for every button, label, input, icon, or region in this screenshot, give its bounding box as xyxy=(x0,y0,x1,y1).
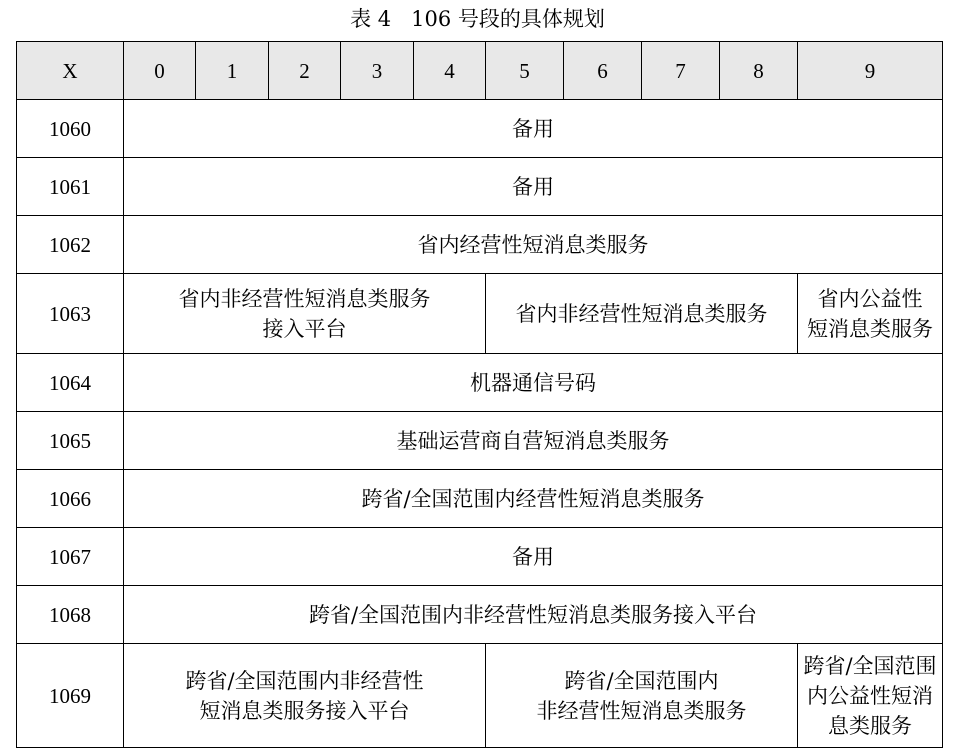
table-row xyxy=(17,100,943,158)
allocation-line: 短消息类服务 xyxy=(807,316,933,341)
allocation-line: 跨省/全国范围内 xyxy=(564,668,719,693)
header-row xyxy=(17,42,943,100)
table-row xyxy=(17,354,943,412)
row-code-cell: 1066 xyxy=(17,470,124,528)
allocation-line: 跨省/全国范围内非经营性 xyxy=(185,668,424,693)
allocation-line: 内公益性短消 xyxy=(807,683,933,708)
allocation-line: 短消息类服务接入平台 xyxy=(199,698,410,723)
allocation-cell: 基础运营商自营短消息类服务 xyxy=(124,412,943,470)
header-digit-cell: 5 xyxy=(486,42,564,100)
table-row xyxy=(17,216,943,274)
allocation-cell xyxy=(124,644,486,748)
row-code-cell: 1062 xyxy=(17,216,124,274)
row-code-cell: 1069 xyxy=(17,644,124,748)
allocation-cell xyxy=(798,274,943,354)
allocation-line: 非经营性短消息类服务 xyxy=(536,698,747,723)
number-plan-table xyxy=(16,41,943,748)
header-digit-cell: 3 xyxy=(341,42,414,100)
header-digit-cell: 8 xyxy=(720,42,798,100)
header-digit-cell: 9 xyxy=(798,42,943,100)
allocation-cell: 跨省/全国范围内非经营性短消息类服务接入平台 xyxy=(124,586,943,644)
table-row xyxy=(17,644,943,748)
header-digit-cell: 0 xyxy=(124,42,196,100)
row-code-cell: 1060 xyxy=(17,100,124,158)
table-row xyxy=(17,158,943,216)
allocation-cell: 备用 xyxy=(124,528,943,586)
table-row xyxy=(17,470,943,528)
row-code-cell: 1065 xyxy=(17,412,124,470)
allocation-cell: 省内非经营性短消息类服务 xyxy=(486,274,798,354)
allocation-cell xyxy=(798,644,943,748)
allocation-line: 跨省/全国范围 xyxy=(803,653,937,678)
allocation-line: 接入平台 xyxy=(262,316,347,341)
allocation-cell: 跨省/全国范围内经营性短消息类服务 xyxy=(124,470,943,528)
header-x-cell: X xyxy=(17,42,124,100)
table-row xyxy=(17,586,943,644)
header-digit-cell: 4 xyxy=(414,42,486,100)
allocation-cell: 省内经营性短消息类服务 xyxy=(124,216,943,274)
allocation-cell: 备用 xyxy=(124,100,943,158)
header-digit-cell: 2 xyxy=(269,42,341,100)
allocation-line: 省内公益性 xyxy=(817,286,923,311)
table-row xyxy=(17,412,943,470)
allocation-line: 息类服务 xyxy=(828,713,912,738)
allocation-cell xyxy=(124,274,486,354)
row-code-cell: 1068 xyxy=(17,586,124,644)
table-caption: 表 4 106 号段的具体规划 xyxy=(350,7,605,31)
header-digit-cell: 6 xyxy=(564,42,642,100)
allocation-cell: 机器通信号码 xyxy=(124,354,943,412)
header-digit-cell: 1 xyxy=(196,42,269,100)
allocation-cell xyxy=(486,644,798,748)
row-code-cell: 1067 xyxy=(17,528,124,586)
table-row xyxy=(17,274,943,354)
allocation-cell: 备用 xyxy=(124,158,943,216)
allocation-line: 省内非经营性短消息类服务 xyxy=(178,286,431,311)
table-row xyxy=(17,528,943,586)
row-code-cell: 1064 xyxy=(17,354,124,412)
header-digit-cell: 7 xyxy=(642,42,720,100)
row-code-cell: 1061 xyxy=(17,158,124,216)
row-code-cell: 1063 xyxy=(17,274,124,354)
